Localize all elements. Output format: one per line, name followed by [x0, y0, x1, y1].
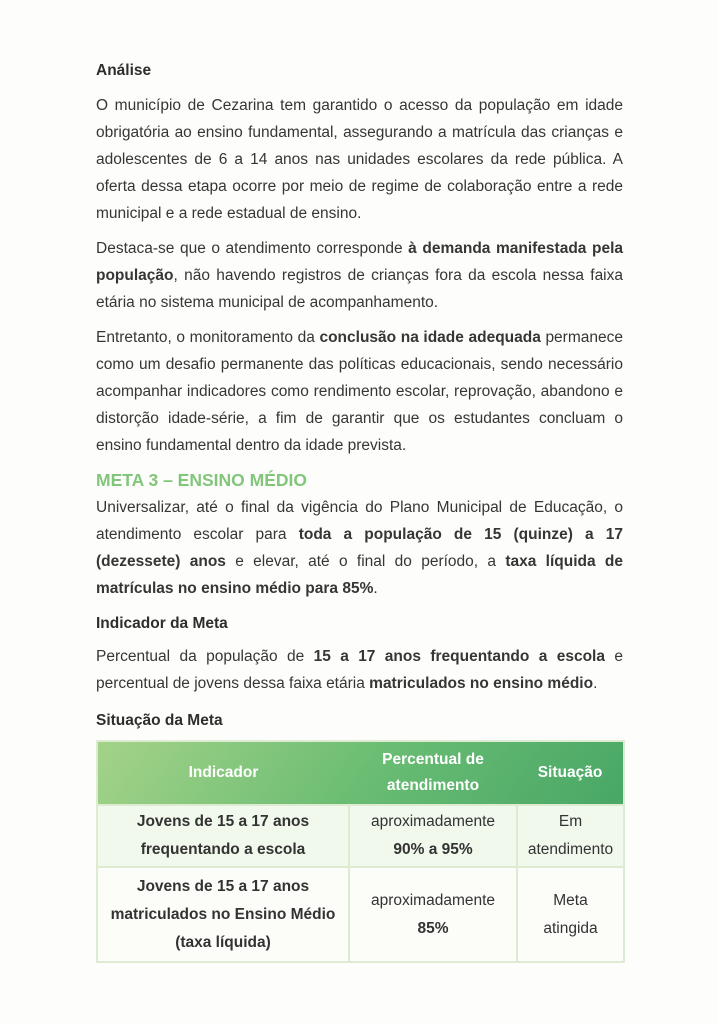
situacao-da-meta-heading: Situação da Meta [96, 712, 223, 729]
column-header-indicador: Indicador [188, 764, 259, 781]
analysis-heading: Análise [96, 62, 152, 79]
table-row [97, 867, 624, 962]
table-header-row [97, 741, 624, 805]
cell-situation: Meta atingida [517, 867, 624, 962]
meta3-paragraph: Universalizar, até o final da vigência do Plano Municipal de Educação, o atendimento escolar para toda a população de 15 (quinze) a 17 (dezessete) anos e elevar, até o final do período, a taxa líquida de matrículas no ensino médio para 85%. [96, 499, 624, 597]
cell-indicator: Jovens de 15 a 17 anos matriculados no Ensino Médio (taxa líquida) [97, 867, 349, 962]
table-row [97, 805, 624, 867]
indicador-da-meta-heading: Indicador da Meta [96, 615, 228, 632]
cell-indicator: Jovens de 15 a 17 anos frequentando a escola [97, 805, 349, 867]
cell-percent: aproximadamente 85% [349, 867, 517, 962]
column-header-situacao: Situação [537, 764, 603, 781]
analysis-paragraph-3: Entretanto, o monitoramento da conclusão na idade adequada permanece como um desafio permanente das políticas educacionais, sendo necessário acompanhar indicadores como rendimento escolar, reprovação, abandono e distorção idade-série, a fim de garantir que os estudantes concluam o ensino fundamental dentro da idade prevista. [96, 329, 623, 454]
indicador-paragraph: Percentual da população de 15 a 17 anos frequentando a escola e percentual de jovens dessa faixa etária matriculados no ensino médio. [96, 648, 623, 692]
cell-percent: aproximadamente 90% a 95% [349, 805, 517, 867]
meta-status-table [96, 740, 625, 963]
cell-situation: Em atendimento [517, 805, 624, 867]
column-header-percentual: Percentual de atendimento [382, 751, 484, 794]
meta3-heading: META 3 – ENSINO MÉDIO [96, 470, 307, 490]
analysis-paragraph-1: O município de Cezarina tem garantido o acesso da população em idade obrigatória ao ensino fundamental, assegurando a matrícula das crianças e adolescentes de 6 a 14 anos nas unidades escolares da rede pública. A oferta dessa etapa ocorre por meio de regime de colaboração entre a rede municipal e a rede estadual de ensino. [96, 97, 623, 222]
table-header [97, 741, 624, 805]
analysis-paragraph-2: Destaca-se que o atendimento corresponde à demanda manifestada pela população, não havendo registros de crianças fora da escola nessa faixa etária no sistema municipal de acompanhamento. [96, 240, 623, 311]
